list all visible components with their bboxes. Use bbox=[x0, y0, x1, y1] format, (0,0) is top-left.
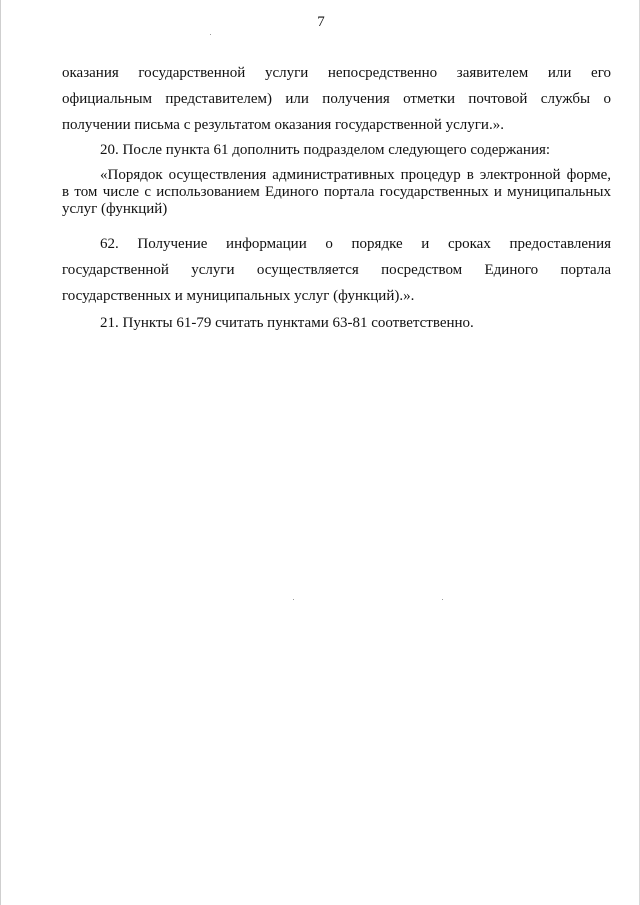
paragraph-line: «Порядок осуществления административных процедур в электронной форме, bbox=[100, 167, 611, 183]
paragraph-line: услуг (функций) bbox=[62, 201, 168, 217]
paragraph-line: получении письма с результатом оказания государственной услуги.». bbox=[62, 117, 504, 133]
paragraph-line: 21. Пункты 61-79 считать пунктами 63-81 соответственно. bbox=[100, 315, 474, 331]
paragraph-line: 62. Получение информации о порядке и сроках предоставления bbox=[100, 236, 611, 252]
page-number: 7 bbox=[317, 14, 325, 30]
paragraph-item-21 bbox=[62, 310, 611, 336]
subsection-heading bbox=[62, 167, 611, 218]
paragraph-line: официальным представителем) или получения отметки почтовой службы о bbox=[62, 91, 611, 107]
scan-speck bbox=[442, 599, 443, 600]
paragraph-line: государственных и муниципальных услуг (функций).». bbox=[62, 288, 415, 304]
paragraph-line: 20. После пункта 61 дополнить подразделом следующего содержания: bbox=[100, 142, 551, 158]
paragraph-item-20 bbox=[62, 137, 611, 163]
paragraph-line: в том числе с использованием Единого портала государственных и муниципальных bbox=[62, 184, 611, 200]
scan-speck bbox=[210, 34, 211, 35]
paragraph-continuation bbox=[62, 60, 611, 138]
paragraph-line: государственной услуги осуществляется посредством Единого портала bbox=[62, 262, 611, 278]
scan-speck bbox=[293, 599, 294, 600]
paragraph-line: оказания государственной услуги непосредственно заявителем или его bbox=[62, 65, 611, 81]
paragraph-item-62 bbox=[62, 231, 611, 309]
